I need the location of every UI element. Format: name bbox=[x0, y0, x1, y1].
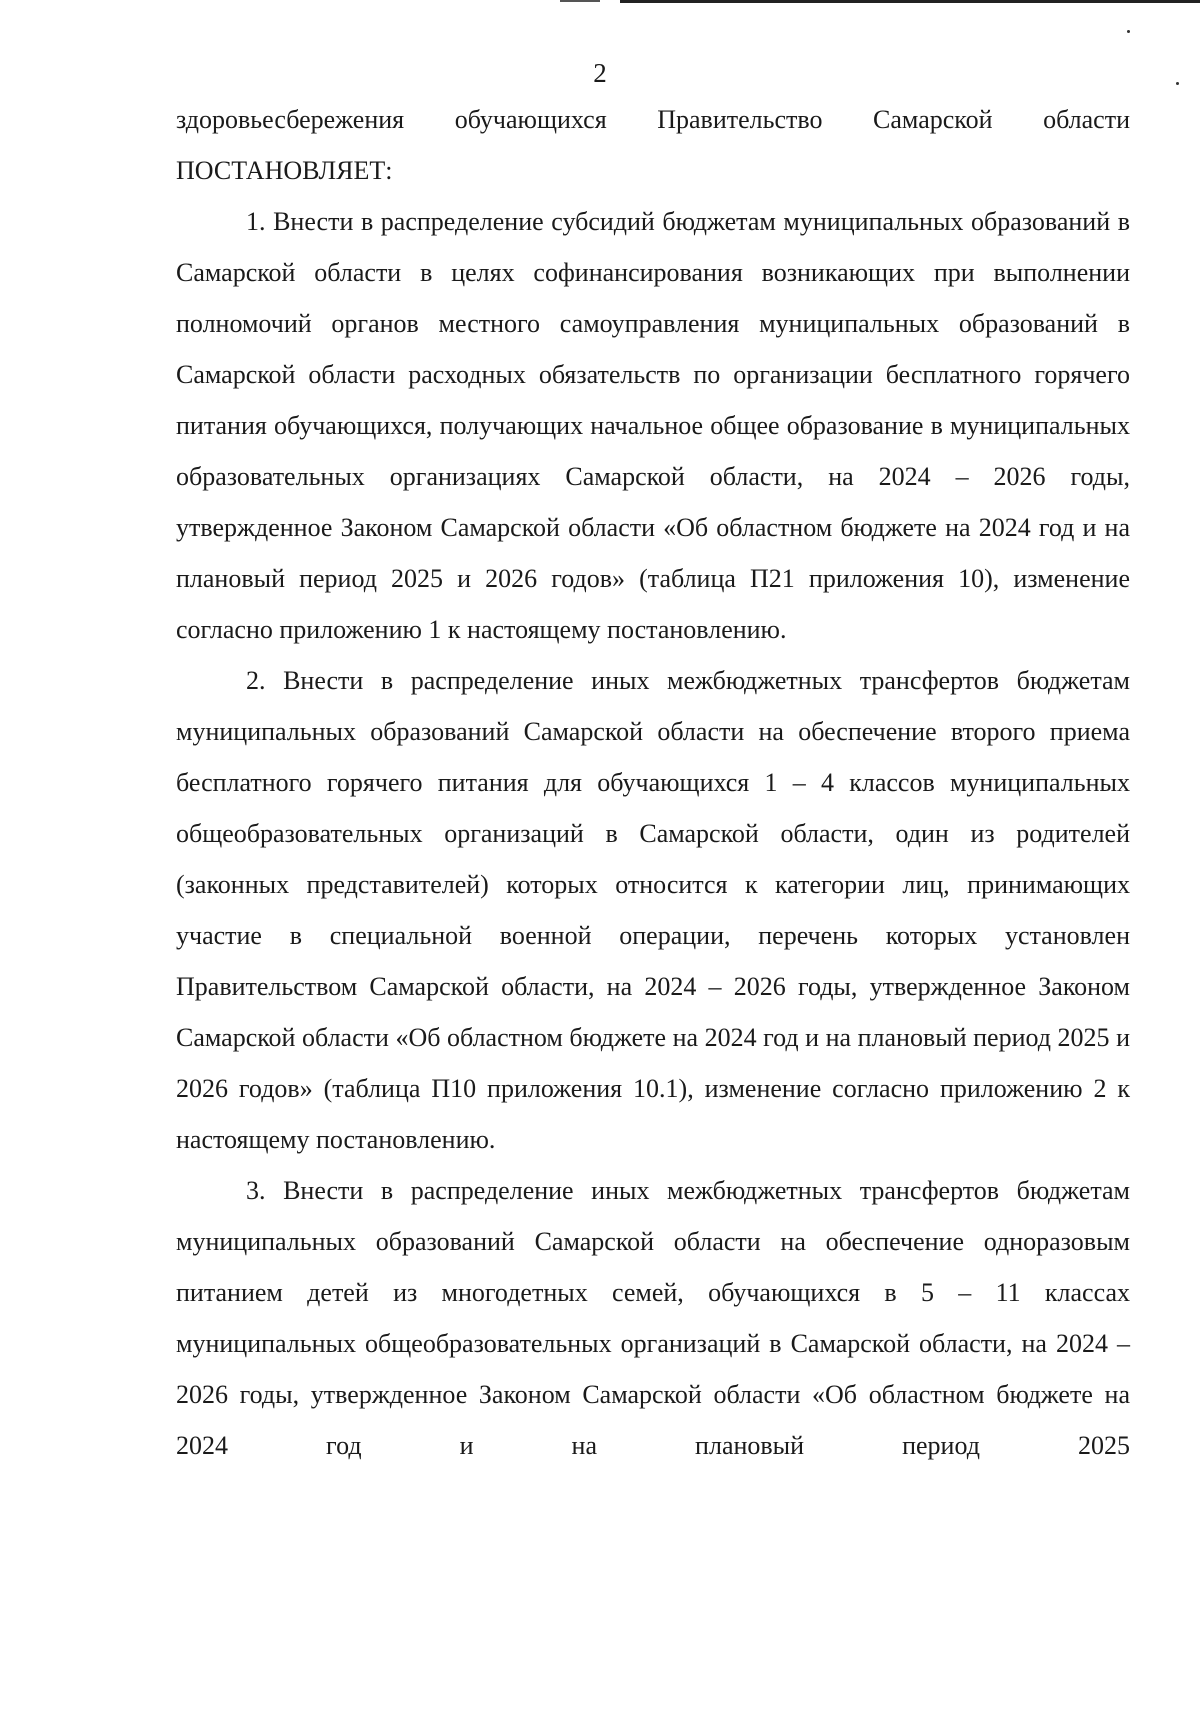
scan-artifact-line bbox=[620, 0, 1200, 3]
paragraph-intro: здоровьесбережения обучающихся Правительство Самарской области ПОСТАНОВЛЯЕТ: bbox=[176, 105, 1130, 185]
scan-artifact-speck bbox=[1127, 30, 1130, 33]
page-number: 2 bbox=[593, 58, 607, 88]
document-body bbox=[176, 94, 1130, 1471]
scan-artifact-line bbox=[560, 0, 600, 2]
paragraph-item-1: 1. Внести в распределение субсидий бюджетам муниципальных образований в Самарской области в целях софинансирования возникающих при выполнении полномочий органов местного самоуправления муниципальных образований в Самарской области расходных обязательств по организации бесплатного горячего питания обучающихся, получающих начальное общее образование в муниципальных образовательных организациях Самарской области, на 2024 – 2026 годы, утвержденное Законом Самарской области «Об областном бюджете на 2024 год и на плановый период 2025 и 2026 годов» (таблица П21 приложения 10), изменение согласно приложению 1 к настоящему постановлению. bbox=[176, 207, 1130, 644]
paragraph-item-2: 2. Внести в распределение иных межбюджетных трансфертов бюджетам муниципальных образований Самарской области на обеспечение второго приема бесплатного горячего питания для обучающихся 1 – 4 классов муниципальных общеобразовательных организаций в Самарской области, один из родителей (законных представителей) которых относится к категории лиц, принимающих участие в специальной военной операции, перечень которых установлен Правительством Самарской области, на 2024 – 2026 годы, утвержденное Законом Самарской области «Об областном бюджете на 2024 год и на плановый период 2025 и 2026 годов» (таблица П10 приложения 10.1), изменение согласно приложению 2 к настоящему постановлению. bbox=[176, 666, 1130, 1154]
paragraph-item-3: 3. Внести в распределение иных межбюджетных трансфертов бюджетам муниципальных образований Самарской области на обеспечение одноразовым питанием детей из многодетных семей, обучающихся в 5 – 11 классах муниципальных общеобразовательных организаций в Самарской области, на 2024 – 2026 годы, утвержденное Законом Самарской области «Об областном бюджете на 2024 год и на плановый период 2025 bbox=[176, 1176, 1130, 1460]
